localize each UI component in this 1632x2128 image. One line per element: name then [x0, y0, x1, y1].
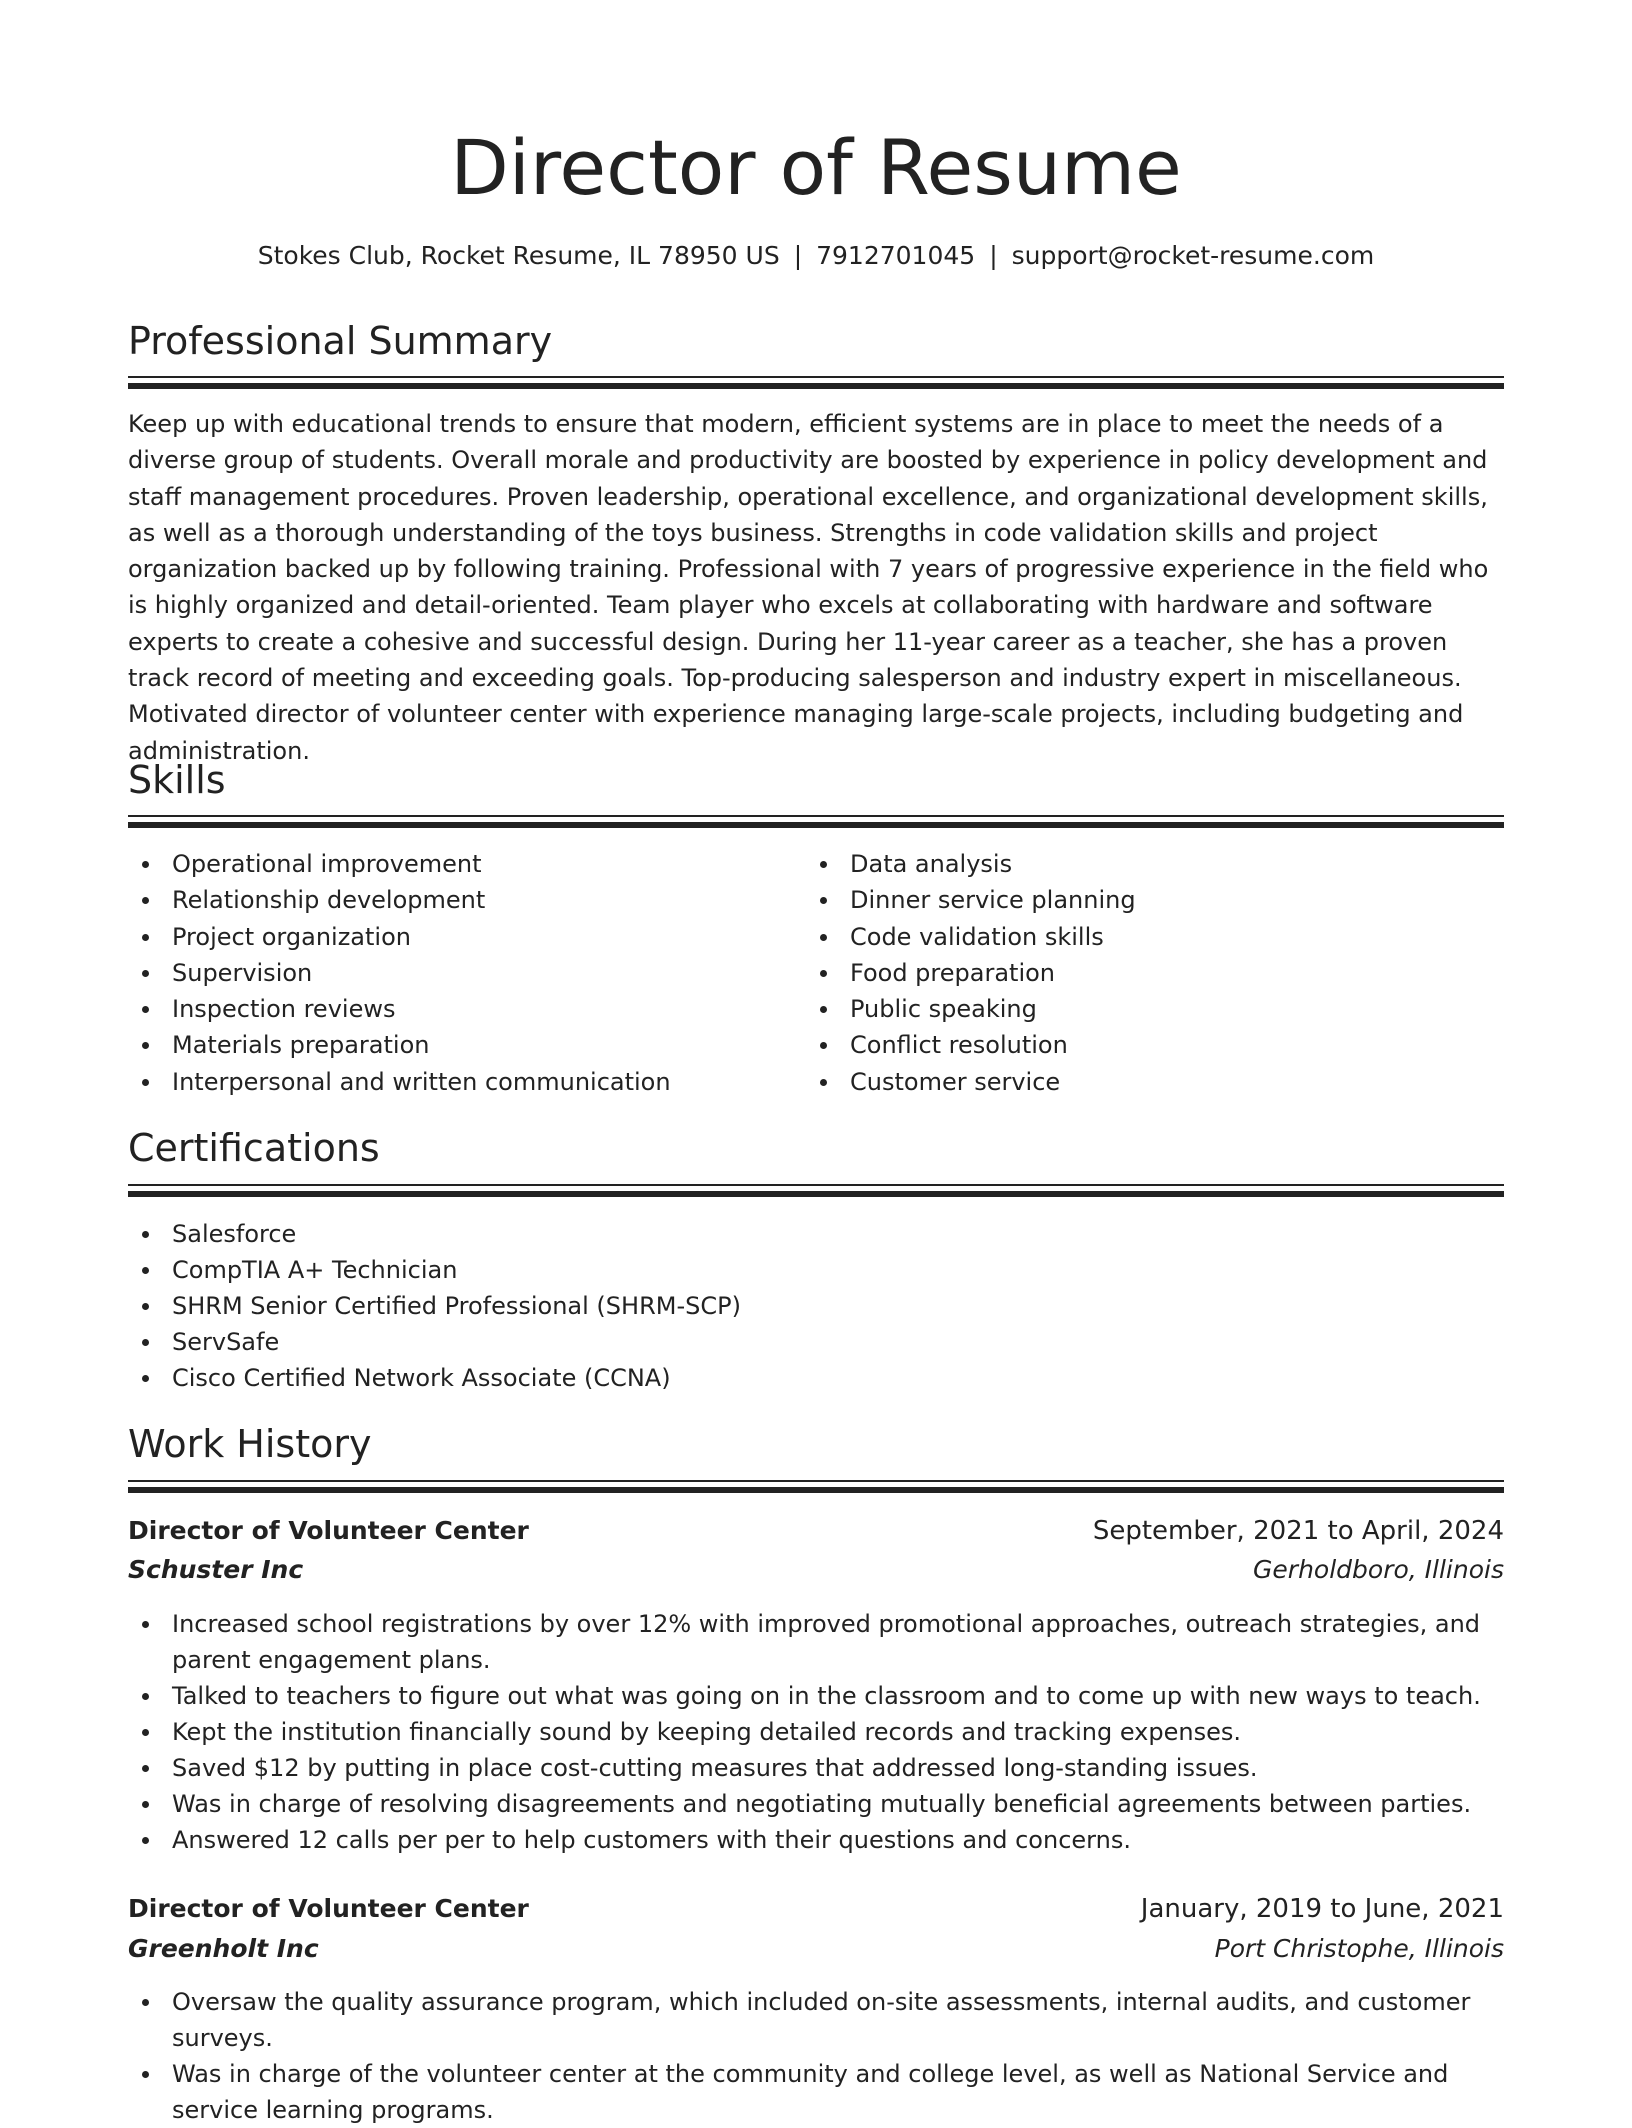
section-title-summary: Professional Summary — [128, 319, 553, 363]
job-dates: September, 2021 to April, 2024 — [1092, 1516, 1504, 1546]
job-bullet: Was in charge of the volunteer center at the community and college level, as well as National Service and service learning programs. — [128, 2056, 1504, 2128]
job-location: Gerholdboro, Illinois — [1253, 1555, 1504, 1584]
skill-item: Conflict resolution — [806, 1027, 1446, 1063]
certification-item: CompTIA A+ Technician — [128, 1252, 1504, 1288]
section-divider — [128, 376, 1504, 392]
section-divider — [128, 815, 1504, 831]
job-company: Schuster Inc — [128, 1555, 304, 1584]
contact-phone: 7912701045 — [816, 241, 976, 270]
section-title-skills: Skills — [128, 758, 226, 802]
skills-list-left — [128, 846, 768, 1100]
skills-list-right — [806, 846, 1446, 1100]
job-bullet: Increased school registrations by over 12% with improved promotional approaches, outreach strategies, and parent engagement plans. — [128, 1606, 1504, 1678]
summary-text: Keep up with educational trends to ensure that modern, efficient systems are in place to meet the needs of a diverse group of students. Overall morale and productivity are boosted by experience in policy development and staff management procedures. Proven leadership, operational excellence, and organizational development skills, as well as a thorough understanding of the toys business. Strengths in code validation skills and project organization backed up by following training. Professional with 7 years of progressive experience in the field who is highly organized and detail-oriented. Team player who excels at collaborating with hardware and software experts to create a cohesive and successful design. During her 11-year career as a teacher, she has a proven track record of meeting and exceeding goals. Top-producing salesperson and industry expert in miscellaneous. Motivated director of volunteer center with experience managing large-scale projects, including budgeting and administration. — [128, 410, 1489, 765]
job-bullet: Kept the institution financially sound by keeping detailed records and tracking expenses. — [128, 1714, 1504, 1750]
resume-name: Director of Resume — [450, 123, 1182, 212]
skill-item: Interpersonal and written communication — [128, 1064, 768, 1100]
skill-item: Project organization — [128, 919, 768, 955]
contact-separator: | — [793, 241, 803, 270]
job-bullet: Answered 12 calls per per to help customers with their questions and concerns. — [128, 1822, 1504, 1858]
skill-item: Supervision — [128, 955, 768, 991]
skill-item: Food preparation — [806, 955, 1446, 991]
certification-item: ServSafe — [128, 1324, 1504, 1360]
certification-item: Cisco Certified Network Associate (CCNA) — [128, 1360, 1504, 1396]
certifications-list — [128, 1216, 1504, 1396]
contact-line — [128, 238, 1504, 274]
skill-item: Inspection reviews — [128, 991, 768, 1027]
job-dates: January, 2019 to June, 2021 — [1140, 1894, 1504, 1924]
section-divider — [128, 1184, 1504, 1200]
skill-item: Operational improvement — [128, 846, 768, 882]
skill-item: Data analysis — [806, 846, 1446, 882]
job-company: Greenholt Inc — [128, 1934, 319, 1963]
section-title-certifications: Certifications — [128, 1126, 380, 1170]
job-title: Director of Volunteer Center — [128, 1894, 529, 1923]
skill-item: Public speaking — [806, 991, 1446, 1027]
contact-separator: | — [989, 241, 998, 270]
job-bullets — [128, 1984, 1504, 2128]
certification-item: Salesforce — [128, 1216, 1504, 1252]
skill-item: Code validation skills — [806, 919, 1446, 955]
section-title-work-history: Work History — [128, 1422, 372, 1466]
certification-item: SHRM Senior Certified Professional (SHRM-SCP) — [128, 1288, 1504, 1324]
job-bullet: Was in charge of resolving disagreements and negotiating mutually beneficial agreements between parties. — [128, 1786, 1504, 1822]
skill-item: Relationship development — [128, 882, 768, 918]
contact-address: Stokes Club, Rocket Resume, IL 78950 US — [257, 241, 780, 270]
job-title: Director of Volunteer Center — [128, 1516, 529, 1545]
job-bullets — [128, 1606, 1504, 1858]
skill-item: Materials preparation — [128, 1027, 768, 1063]
job-bullet: Saved $12 by putting in place cost-cutting measures that addressed long-standing issues. — [128, 1750, 1504, 1786]
skill-item: Customer service — [806, 1064, 1446, 1100]
job-bullet: Talked to teachers to figure out what was going on in the classroom and to come up with new ways to teach. — [128, 1678, 1504, 1714]
skill-item: Dinner service planning — [806, 882, 1446, 918]
job-bullet: Oversaw the quality assurance program, which included on-site assessments, internal audits, and customer surveys. — [128, 1984, 1504, 2056]
section-divider — [128, 1480, 1504, 1496]
contact-email: support@rocket-resume.com — [1011, 241, 1375, 270]
job-location: Port Christophe, Illinois — [1214, 1934, 1504, 1963]
